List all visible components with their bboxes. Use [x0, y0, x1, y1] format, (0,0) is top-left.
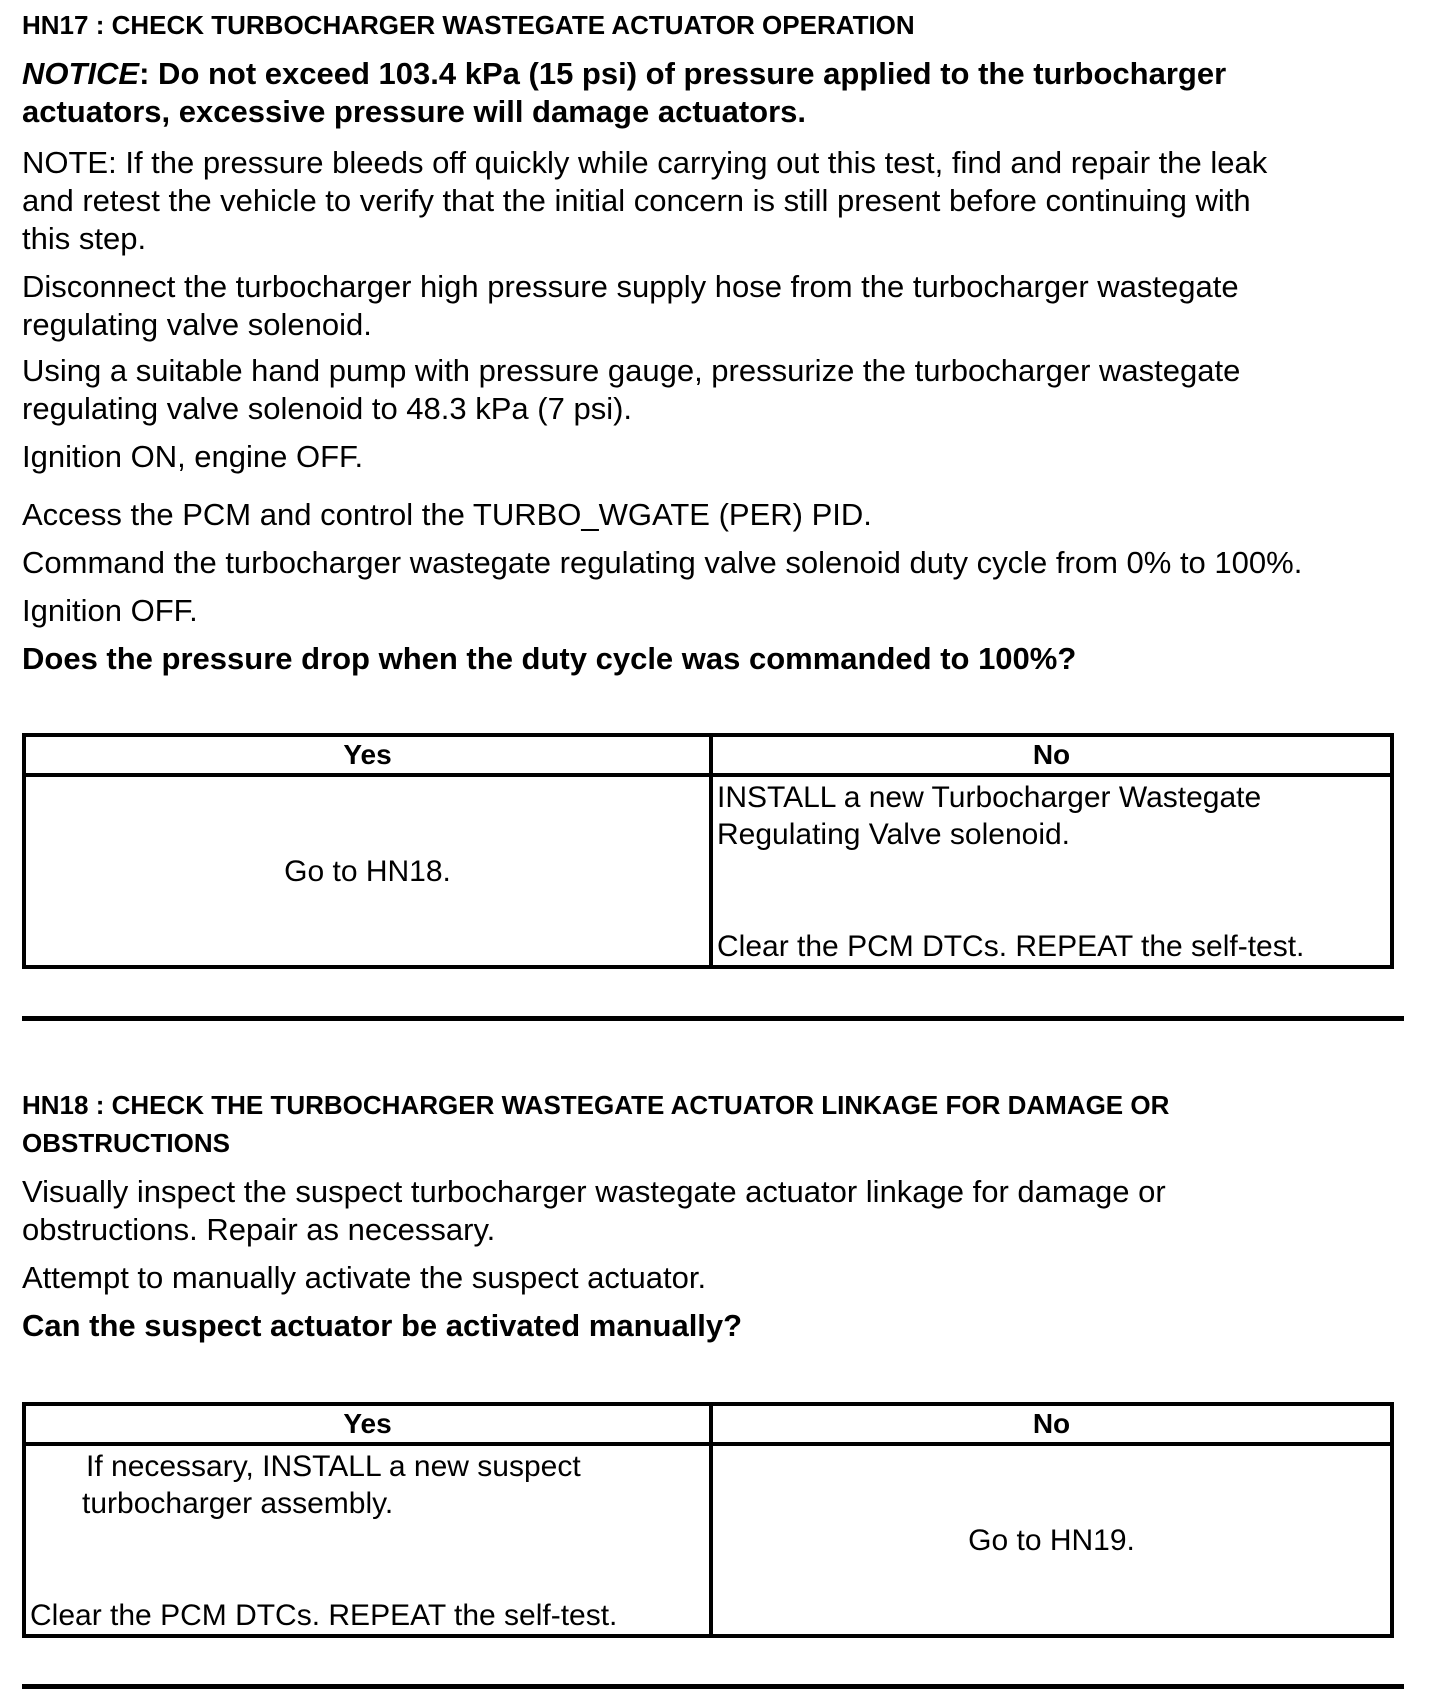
- ignition-on-instruction: Ignition ON, engine OFF.: [22, 439, 364, 474]
- yes-column-header: Yes: [24, 735, 711, 775]
- inspect-line1: Visually inspect the suspect turbocharger wastegate actuator linkage for damage or: [22, 1174, 1166, 1209]
- yes-action-line2: turbocharger assembly.: [82, 1487, 394, 1520]
- hn18-step-title-line2: OBSTRUCTIONS: [22, 1128, 230, 1158]
- pump-line1: Using a suitable hand pump with pressure gauge, pressurize the turbocharger wastegate: [22, 353, 1241, 388]
- yes-action-footer: Clear the PCM DTCs. REPEAT the self-test.: [30, 1599, 618, 1632]
- notice-text-line1: : Do not exceed 103.4 kPa (15 psi) of pressure applied to the turbocharger: [139, 56, 1227, 91]
- hn17-question: Does the pressure drop when the duty cycle was commanded to 100%?: [22, 641, 1077, 676]
- note-line1: NOTE: If the pressure bleeds off quickly while carrying out this test, find and repair the leak: [22, 145, 1268, 180]
- yes-action-line1: If necessary, INSTALL a new suspect: [86, 1450, 581, 1483]
- hn18-question: Can the suspect actuator be activated manually?: [22, 1308, 743, 1343]
- no-column-header: No: [711, 1404, 1392, 1444]
- section-divider: [22, 1684, 1404, 1689]
- goto-hn19-link[interactable]: Go to HN19.: [968, 1523, 1135, 1557]
- no-action-line2: Regulating Valve solenoid.: [717, 818, 1071, 851]
- note-line2: and retest the vehicle to verify that the initial concern is still present before continuing with: [22, 183, 1251, 218]
- no-column-header: No: [711, 735, 1392, 775]
- section-divider: [22, 1016, 1404, 1021]
- hn18-step-title-line1: HN18 : CHECK THE TURBOCHARGER WASTEGATE ACTUATOR LINKAGE FOR DAMAGE OR: [22, 1090, 1170, 1120]
- attempt-instruction: Attempt to manually activate the suspect actuator.: [22, 1260, 707, 1295]
- disconnect-line1: Disconnect the turbocharger high pressure supply hose from the turbocharger wastegate: [22, 269, 1239, 304]
- no-cell: [711, 1444, 1392, 1636]
- access-pcm-instruction: Access the PCM and control the TURBO_WGATE (PER) PID.: [22, 497, 872, 532]
- pump-line2: regulating valve solenoid to 48.3 kPa (7 psi).: [22, 391, 633, 426]
- ignition-off-instruction: Ignition OFF.: [22, 593, 198, 628]
- yes-cell: [24, 1444, 711, 1636]
- hn18-decision-table: [22, 1402, 1394, 1638]
- notice-text-line2: actuators, excessive pressure will damage actuators.: [22, 94, 806, 129]
- disconnect-line2: regulating valve solenoid.: [22, 307, 372, 342]
- yes-column-header: Yes: [24, 1404, 711, 1444]
- command-duty-cycle-instruction: Command the turbocharger wastegate regulating valve solenoid duty cycle from 0% to 100%.: [22, 545, 1303, 580]
- note-line3: this step.: [22, 221, 147, 256]
- hn17-decision-table: [22, 733, 1394, 969]
- no-cell: [711, 775, 1392, 967]
- no-action-footer: Clear the PCM DTCs. REPEAT the self-test.: [717, 930, 1305, 963]
- no-action-line1: INSTALL a new Turbocharger Wastegate: [717, 781, 1262, 814]
- yes-cell: [24, 775, 711, 967]
- hn17-step-title: HN17 : CHECK TURBOCHARGER WASTEGATE ACTUATOR OPERATION: [22, 10, 915, 40]
- inspect-line2: obstructions. Repair as necessary.: [22, 1212, 496, 1247]
- hn17-notice: [22, 56, 1226, 92]
- notice-label: NOTICE: [22, 56, 140, 91]
- goto-hn18-link[interactable]: Go to HN18.: [284, 854, 451, 888]
